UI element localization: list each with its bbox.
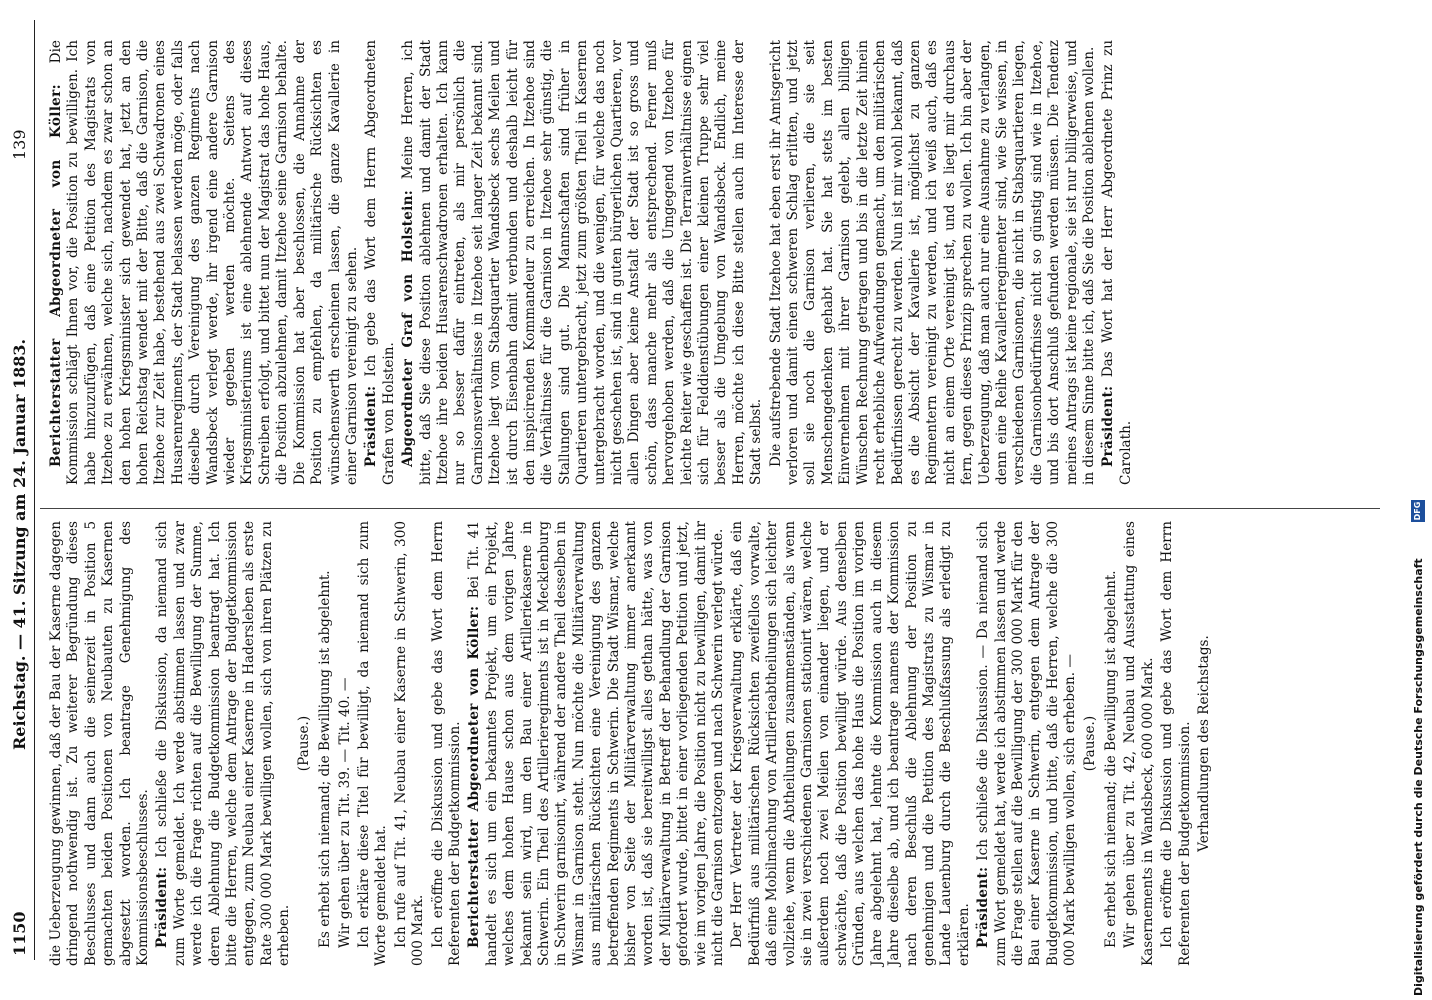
speech-paragraph: [363, 40, 398, 485]
speaker-name: Präsident:: [1100, 385, 1117, 467]
text-paragraph: Die aufstrebende Stadt Itzehoe hat eben erst ihr Amtsgericht verloren und damit einen schweren Schlag erlitten, und jetzt soll sie noch die Garnison verlieren, die sie seit Menschengedenken gehabt hat. Sie hat stets im besten Einvernehmen mit ihrer Garnison gelebt, allen billigen Wünschen Rechnung getragen und bis in die letzte Zeit hinein recht erhebliche Aufwendungen gemacht, um den militärischen Bedürfnissen gerecht zu werden. Nun ist mir wohl bekannt, daß es die Absicht der Kavallerie ist, möglichst zu ganzen Regimentern vereinigt zu werden, und ich weiß auch, daß es nicht an einem Orte vereinigt ist, und es liegt mir durchaus fern, gegen dieses Prinzip sprechen zu wollen. Ich bin aber der Ueberzeugung, daß man auch nur eine Ausnahme zu verlangen, denn eine Reihe Kavallerieregimenter sind, wie Sie wissen, in verschiedenen Garnisonen, die nicht in Stabsquartieren liegen, die Garnisonbedürfnisse nicht so günstig sind wie in Itzehoe, und bis dort Anschluß gefunden werden müssen. Die Tendenz meines Antrags ist keine regionale, sie ist nur billigerweise, und in diesem Sinne bitte ich, daß Sie die Position ablehnen wollen.: [767, 40, 1097, 485]
footer: [1408, 0, 1430, 1000]
right-column: [48, 40, 1137, 485]
speech-text: Ich gebe das Wort dem Herrn Abgeordneten Grafen von Holstein.: [363, 40, 397, 485]
text-paragraph: Ich rufe auf Tit. 41, Neubau einer Kaserne in Schwerin, 300 000 Mark.: [392, 521, 427, 966]
leaf-number: 139: [10, 129, 29, 160]
speech-paragraph: [466, 521, 727, 966]
speech-text: Meine Herren, ich bitte, daß Sie diese Position ablehnen und damit der Stadt Itzehoe ihre beiden Husarenschwadronen erhalten. Ich kann nur so besser dafür eintreten, als mir persönlich die Garnisonsverhältnisse in Itzehoe seit langer Zeit bekannt sind. Itzehoe liegt vom Stabsquartier Wandsbeck sechs Meilen und ist durch Eisenbahn damit verbunden und deshalb leicht für den inspicirenden Kommandeur zu erreichen. In Itzehoe sind die Verhältnisse für die Garnison in Itzehoe sehr günstig, die Stallungen sind gut. Die Mannschaften sind früher in Quartieren untergebracht, jetzt zum größten Theil in Kasernen untergebracht worden, und die wenigen, für welche das noch nicht geschehen ist, sind in guten bürgerlichen Quartieren, vor allen Dingen aber keine Anstalt der Stadt ist so gross und schön, dass manche mehr als entsprechend. Ferner muß hervorgehoben werden, daß die Umgegend von Itzehoe für leichte Reiter wie geschaffen ist. Die Terrainverhältnisse eignen sich für Felddienstübungen einer kleinen Truppe sehr viel besser als die Umgebung von Wandsbeck. Endlich, meine Herren, möchte ich diese Bitte stellen auch im Interesse der Stadt selbst.: [400, 39, 765, 485]
text-paragraph: Ich erkläre diese Titel für bewilligt, da niemand sich zum Worte gemeldet hat.: [355, 521, 390, 966]
speaker-name: Präsident:: [363, 385, 380, 467]
speech-paragraph: [975, 521, 1079, 966]
page-number: 1150: [10, 911, 29, 956]
speaker-name: Präsident:: [975, 866, 992, 948]
text-paragraph: Es erhebt sich niemand; die Bewilligung ist abgelehnt.: [1102, 570, 1119, 948]
centered-note: Verhandlungen des Reichstags.: [1196, 635, 1212, 852]
footer-credit: Digitalisierung gefördert durch die Deutsche Forschungsgemeinschaft: [1412, 558, 1425, 996]
speech-text: Bei Tit. 41 handelt es sich um ein bekanntes Projekt, um ein Projekt, welches dem hohen Hause schon aus dem vorigen Jahre bekannt sein wird, um den Bau einer Artilleriekaserne in Schwerin. Ein Theil des Artillerieregiments ist in Mecklenburg in Schwerin garnisonirt, während der andere Theil desselben in Wismar in Garnison steht. Nun möchte die Militärverwaltung aus militärischen Rücksichten eine Vereinigung des ganzen betreffenden Regiments in Schwerin. Die Stadt Wismar, welche bisher von Seite der Militärverwaltung immer anerkannt worden ist, daß sie bereitwilligst alles gethan hätte, was von der Militärverwaltung in Betreff der Behandlung der Garnison gefordert wurde, bittet in einer vorliegenden Petition und jetzt, wie im vorigen Jahre, die Position nicht zu bewilligen, damit ihr nicht die Garnison entzogen und nach Schwerin verlegt würde.: [466, 521, 727, 966]
speaker-name: Berichterstatter Abgeordneter von Köller:: [48, 84, 64, 467]
centered-note: (Pause.): [1081, 715, 1098, 772]
text-paragraph: Ich eröffne die Diskussion und gebe das Wort dem Herrn Referenten der Budgetkommission.: [1159, 521, 1193, 966]
speech-text: Das Wort hat der Herr Abgeordnete Prinz zu Carolath.: [1100, 40, 1134, 485]
speaker-name: Berichterstatter Abgeordneter von Köller:: [466, 605, 483, 948]
column-divider: [40, 508, 1380, 509]
text-paragraph: Wir gehen über zu Tit. 39. — Tit. 40. —: [336, 677, 353, 948]
dfg-logo: DFG: [1411, 500, 1425, 522]
header-rule: [34, 20, 35, 960]
speech-paragraph: [1100, 40, 1135, 485]
text-paragraph: Es erhebt sich niemand; die Bewilligung ist abgelehnt.: [317, 570, 334, 948]
text-paragraph: Der Herr Vertreter der Kriegsverwaltung erklärte, daß ein Bedürfniß aus militärischen Rücksichten zweifellos vorwalte, daß eine Mobilmachung von Artillerieabtheilungen sich leichter vollziehe, wenn die Abtheilungen zusammenständen, als wenn sie in zwei verschiedenen Garnisonen stationirt wären, welche außerdem noch zwei Meilen von einander liegen, und er schwächte, daß die Position bewilligt würde. Aus denselben Gründen, aus welchen das hohe Haus die Position im vorigen Jahre abgelehnt hat, lehnte die Kommission auch in diesem Jahre dieselbe ab, und ich beantrage namens der Kommission nach deren Beschluß die Ablehnung der Position zu genehmigen und die Petition des Magistrats zu Wismar in Lande Lauenburg durch die Beschlußfassung als erledigt zu erklären.: [729, 521, 972, 966]
running-title: Reichstag. — 41. Sitzung am 24. Januar 1883.: [10, 338, 29, 750]
left-column: [48, 521, 1217, 966]
speech-paragraph: [400, 40, 766, 485]
text-paragraph: die Ueberzeugung gewinnen, daß der Bau der Kaserne dagegen dringend nothwendig ist. Zu weiterer Begründung dieses Beschlusses und dann auch die seinerzeit in Position 5 gemachten beiden Positionen von Neubauten zu Kasernen abgesetzt worden. Ich beantrage Genehmigung des Kommissionsbeschlusses.: [48, 521, 152, 966]
speaker-name: Präsident:: [154, 866, 171, 948]
text-paragraph: Ich eröffne die Diskussion und gebe das Wort dem Herrn Referenten der Budgetkommission.: [429, 521, 463, 966]
speech-paragraph: [154, 521, 293, 966]
page-header: [0, 0, 34, 1000]
speech-text: Die Kommission schlägt Ihnen vor, die Position zu bewilligen. Ich habe hinzuzufügen, daß eine Petition des Magistrats von Itzehoe zu erwähnen, welche sich, nachdem es zwar schon an den hohen Kriegsminister sich gewendet hat, jetzt an den hohen Reichstag wendet mit der Bitte, daß die Garnison, die Itzehoe zur Zeit habe, bestehend aus zwei Schwadronen eines Husarenregiments, der Stadt belassen werden möge, oder falls dieselbe durch Vereinigung des ganzen Regiments nach Wandsbeck verlegt werde, ihr irgend eine andere Garnison wieder gegeben werden möchte. Seitens des Kriegsministeriums ist eine ablehnende Antwort auf dieses Schreiben erfolgt, und bittet nun der Magistrat das hohe Haus, die Position abzulehnen, damit Itzehoe seine Garnison behalte. Die Kommission hat aber beschlossen, die Annahme der Position zu empfehlen, da militärische Rücksichten es wünschenswerth erscheinen lassen, die ganze Kavallerie in einer Garnison vereinigt zu sehen.: [48, 40, 360, 485]
speech-text: Ich schließe die Diskussion. — Da niemand sich zum Wort gemeldet hat, werde ich abstimmen lassen und werde die Frage stellen auf die Bewilligung der 300 000 Mark für den Bau einer Kaserne in Schwerin, entgegen dem Antrage der Budgetkommission, und bitte, daß die Herren, welche die 300 000 Mark bewilligen wollen, sich erheben. —: [975, 521, 1079, 966]
text-paragraph: Wir gehen über zu Tit. 42, Neubau und Ausstattung eines Kasernements in Wandsbeck, 600 000 Mark.: [1122, 521, 1156, 966]
speech-paragraph: [48, 40, 361, 485]
centered-note: (Pause.): [295, 715, 312, 772]
speech-text: Ich schließe die Diskussion, da niemand sich zum Worte gemeldet. Ich werde abstimmen lassen und zwar werde ich die Frage richten auf die Bewilligung der Summe, deren Ablehnung die Budgetkommission beantragt hat. Ich bitte die Herren, welche dem Antrage der Budgetkommission entgegen, zum Neubau einer Kaserne in Hadersleben als erste Rate 300 000 Mark bewilligen wollen, sich von ihren Plätzen zu erheben.: [154, 521, 293, 966]
speaker-name: Abgeordneter Graf von Holstein:: [400, 189, 417, 467]
